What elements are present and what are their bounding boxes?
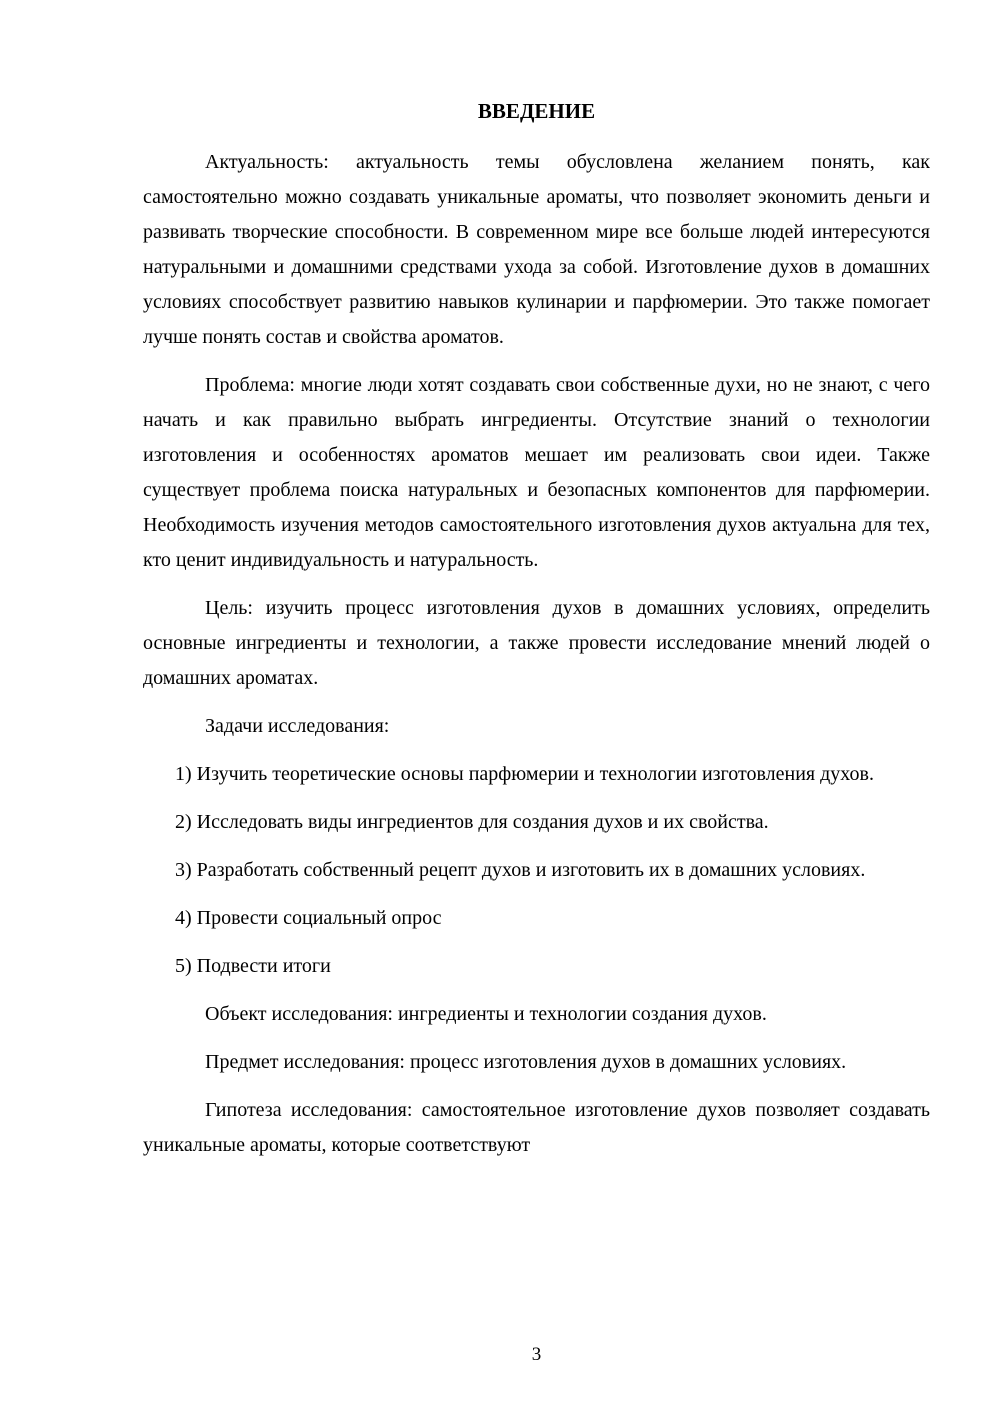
document-body [143, 145, 930, 1163]
page-title: ВВЕДЕНИЕ [477, 99, 596, 123]
paragraph: Задачи исследования: [205, 715, 390, 737]
paragraph: Проблема: многие люди хотят создавать свои собственные духи, но не знают, с чего начать и как правильно выбрать ингредиенты. Отсутствие знаний о технологии изготовления и особенностях ароматов мешает им реализовать свои идеи. Также существует проблема поиска натуральных и безопасных компонентов для парфюмерии. Необходимость изучения методов самостоятельного изготовления духов актуальна для тех, кто ценит индивидуальность и натуральность. [143, 374, 930, 571]
paragraph: Цель: изучить процесс изготовления духов в домашних условиях, определить основные ингредиенты и технологии, а также провести исследование мнений людей о домашних ароматах. [143, 597, 930, 689]
paragraph: Предмет исследования: процесс изготовления духов в домашних условиях. [205, 1051, 847, 1073]
list-item: 5) Подвести итоги [175, 955, 331, 977]
paragraph: Гипотеза исследования: самостоятельное изготовление духов позволяет создавать уникальные ароматы, которые соответствуют [143, 1099, 930, 1156]
list-item: 4) Провести социальный опрос [175, 907, 442, 929]
paragraph: Актуальность: актуальность темы обусловлена желанием понять, как самостоятельно можно создавать уникальные ароматы, что позволяет экономить деньги и развивать творческие способности. В современном мире все больше людей интересуются натуральными и домашними средствами ухода за собой. Изготовление духов в домашних условиях способствует развитию навыков кулинарии и парфюмерии. Это также помогает лучше понять состав и свойства ароматов. [143, 151, 930, 348]
list-item: 2) Исследовать виды ингредиентов для создания духов и их свойства. [175, 811, 769, 833]
page-number: 3 [531, 1344, 542, 1365]
list-item: 3) Разработать собственный рецепт духов и изготовить их в домашних условиях. [175, 859, 866, 881]
list-item: 1) Изучить теоретические основы парфюмерии и технологии изготовления духов. [175, 763, 874, 785]
paragraph: Объект исследования: ингредиенты и технологии создания духов. [205, 1003, 767, 1025]
